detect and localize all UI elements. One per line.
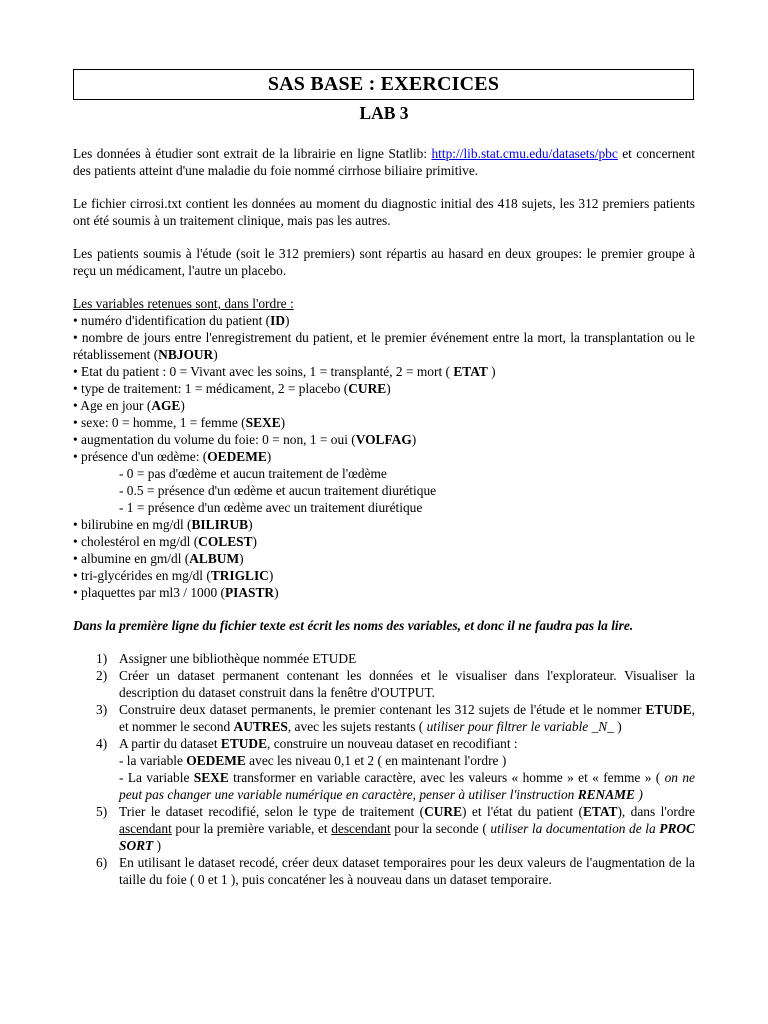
lab-subtitle: LAB 3 <box>359 103 409 123</box>
variable-item: • type de traitement: 1 = médicament, 2 = placebo (CURE) <box>73 381 391 396</box>
variable-item: • cholestérol en mg/dl (COLEST) <box>73 534 257 549</box>
statlib-link[interactable]: http://lib.stat.cmu.edu/datasets/pbc <box>431 146 618 161</box>
task-item: 3) Construire deux dataset permanents, le premier contenant les 312 sujets de l'étude et le nommer ETUDE, et nommer le second AUTRES, avec les sujets restants ( utiliser pour filtrer le variable _N_ ) <box>96 702 695 734</box>
variable-item: • albumine en gm/dl (ALBUM) <box>73 551 244 566</box>
variable-item: • Age en jour (AGE) <box>73 398 185 413</box>
variable-item: • Etat du patient : 0 = Vivant avec les soins, 1 = transplanté, 2 = mort ( ETAT ) <box>73 364 496 379</box>
task-item: 1) Assigner une bibliothèque nommée ETUDE <box>96 651 357 666</box>
oedeme-values-list <box>73 465 695 516</box>
variable-item: • nombre de jours entre l'enregistrement du patient, et le premier événement entre la mort, la transplantation ou le rétablissement (NBJOUR) <box>73 330 695 362</box>
oedeme-value-item: - 0 = pas d'œdème et aucun traitement de l'œdème <box>119 466 387 481</box>
intro-paragraph-2: Le fichier cirrosi.txt contient les données au moment du diagnostic initial des 418 sujets, les 312 premiers patients ont été soumis à un traitement clinique, mais pas les autres. <box>73 196 695 228</box>
task-item: 5) Trier le dataset recodifié, selon le type de traitement (CURE) et l'état du patient (ETAT), dans l'ordre ascendant pour la première variable, et descendant pour la seconde ( utiliser la documentation de la PROC SORT ) <box>96 804 695 853</box>
variable-item: • bilirubine en mg/dl (BILIRUB) <box>73 517 253 532</box>
intro-paragraph-1: Les données à étudier sont extrait de la librairie en ligne Statlib: http://lib.stat.cmu.edu/datasets/pbc et concernent des patients atteint d'une maladie du foie nommé cirrhose biliaire primitive. <box>73 146 695 178</box>
variable-item: • plaquettes par ml3 / 1000 (PIASTR) <box>73 585 279 600</box>
intro-paragraph-3: Les patients soumis à l'étude (soit le 312 premiers) sont répartis au hasard en deux groupes: le premier groupe à reçu un médicament, l'autre un placebo. <box>73 246 695 278</box>
oedeme-value-item: - 0.5 = présence d'un œdème et aucun traitement diurétique <box>119 483 437 498</box>
variable-item: • tri-glycérides en mg/dl (TRIGLIC) <box>73 568 274 583</box>
task-item: 2) Créer un dataset permanent contenant les données et le visualiser dans l'explorateur. Visualiser la description du dataset construit dans la fenêtre d'OUTPUT. <box>96 668 695 700</box>
task-item: 4) A partir du dataset ETUDE, construire un nouveau dataset en recodifiant : - la variable OEDEME avec les niveau 0,1 et 2 ( en maintenant l'ordre ) - La variable SEXE transformer en variable caractère, avec les valeurs « homme » et « femme » ( on ne peut pas changer une variable numérique en caractère, penser à utiliser l'instruction RENAME ) <box>96 736 695 802</box>
variable-item: • numéro d'identification du patient (ID) <box>73 313 290 328</box>
variables-list-2 <box>73 516 695 601</box>
variable-item: • sexe: 0 = homme, 1 = femme (SEXE) <box>73 415 286 430</box>
variable-item: • augmentation du volume du foie: 0 = non, 1 = oui (VOLFAG) <box>73 432 417 447</box>
oedeme-value-item: - 1 = présence d'un œdème avec un traitement diurétique <box>119 500 423 515</box>
page-title: SAS BASE : EXERCICES <box>73 69 694 100</box>
note-paragraph: Dans la première ligne du fichier texte est écrit les noms des variables, et donc il ne faudra pas la lire. <box>73 618 634 633</box>
variables-heading: Les variables retenues sont, dans l'ordre : <box>73 296 294 311</box>
task-list <box>73 650 695 888</box>
task-item: 6) En utilisant le dataset recodé, créer deux dataset temporaires pour les deux valeurs de l'augmentation de la taille du foie ( 0 et 1 ), puis concaténer les à nouveau dans un dataset temporaire. <box>96 855 695 887</box>
variable-item: • présence d'un œdème: (OEDEME) <box>73 449 272 464</box>
variables-list <box>73 312 695 465</box>
document-body <box>73 145 695 888</box>
